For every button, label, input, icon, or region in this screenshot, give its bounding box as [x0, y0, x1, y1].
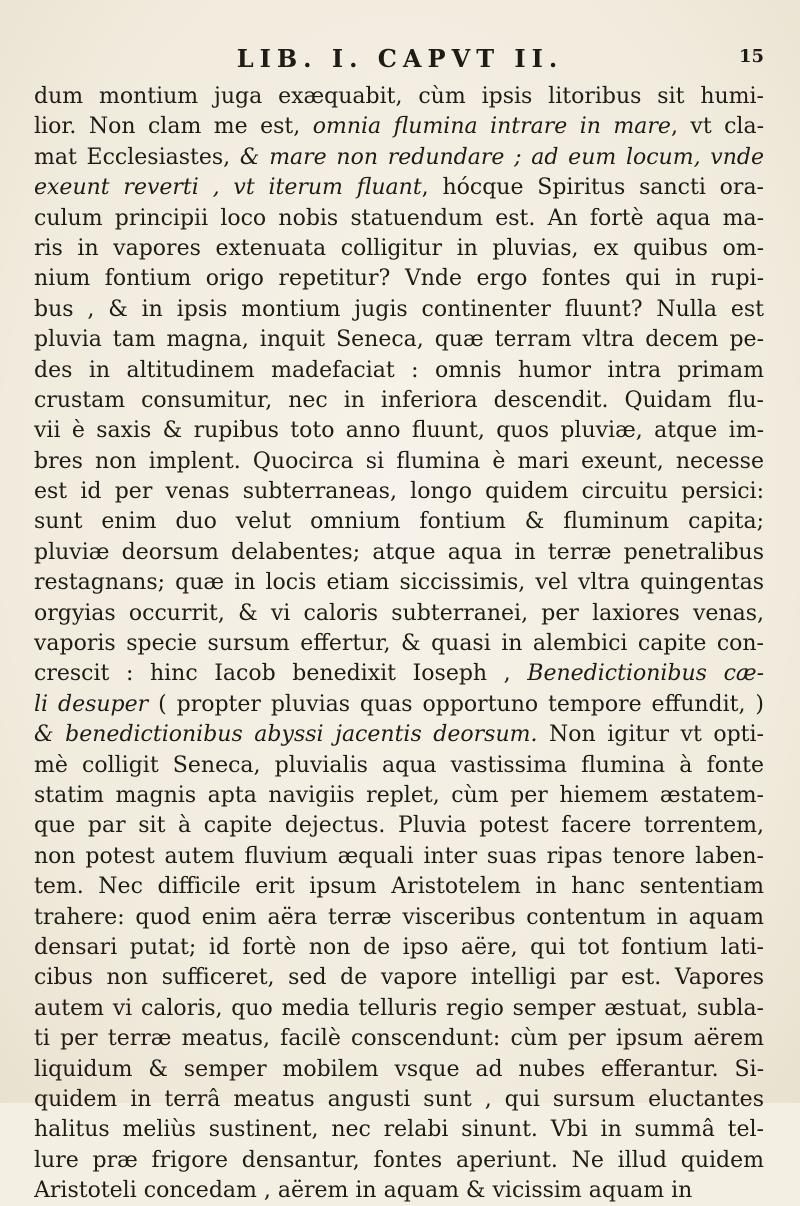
- text-line: [34, 811, 764, 841]
- text-line: [34, 659, 764, 689]
- text-line: [34, 568, 764, 598]
- text-line: [34, 507, 764, 537]
- text-line: [34, 933, 764, 963]
- text-run: crescit : hinc Iacob benedixit Ioseph ,: [34, 661, 528, 687]
- italic-text: Benedictionibus cæ-: [527, 661, 764, 687]
- text-run: dum montium juga exæquabit, cùm ipsis litoribus sit humi-: [34, 84, 764, 109]
- text-line: [34, 963, 764, 993]
- italic-text: omnia flumina intrare in mare: [312, 114, 671, 140]
- text-line: [34, 325, 764, 355]
- text-run: tem. Nec difficile erit ipsum Aristotelem in hanc sententiam: [34, 874, 764, 900]
- text-line: [34, 1115, 764, 1145]
- text-line: [34, 751, 764, 781]
- text-run: pluviæ deorsum delabentes; atque aqua in terræ penetralibus: [34, 539, 764, 565]
- text-line: [34, 416, 764, 446]
- text-run: lure præ frigore densantur, fontes aperiunt. Ne illud quidem: [34, 1147, 764, 1173]
- text-line: [34, 112, 764, 142]
- text-run: nium fontium origo repetitur? Vnde ergo fontes qui in rupi-: [34, 266, 764, 292]
- text-run: autem vi caloris, quo media telluris regio semper æstuat, subla-: [34, 995, 764, 1021]
- text-line: [34, 1176, 764, 1206]
- text-run: vaporis specie sursum effertur, & quasi in alembici capite con-: [34, 631, 764, 657]
- italic-text: li desuper: [34, 691, 149, 717]
- text-run: lior. Non clam me est,: [34, 114, 313, 140]
- text-line: [34, 447, 764, 477]
- text-line: [34, 599, 764, 629]
- text-run: ( propter pluvias quas opportuno tempore effundit, ): [148, 691, 764, 717]
- text-line: [34, 295, 764, 325]
- text-run: densari putat; id fortè non de ipso aëre, qui tot fontium lati-: [34, 934, 764, 960]
- text-line: [34, 1085, 764, 1115]
- page-number: 15: [738, 46, 764, 67]
- text-line: [34, 204, 764, 234]
- text-line: [34, 994, 764, 1024]
- text-line: [34, 386, 764, 416]
- text-line: [34, 356, 764, 386]
- text-line: [34, 1146, 764, 1176]
- text-run: ris in vapores extenuata colligitur in pluvias, ex quibus om-: [34, 235, 764, 261]
- text-run: quidem in terrâ meatus angusti sunt , qui sursum eluctantes: [34, 1086, 764, 1112]
- text-run: orgyias occurrit, & vi caloris subterranei, per laxiores venas,: [34, 600, 764, 626]
- italic-text: & mare non redundare ; ad eum locum, vnde: [239, 144, 764, 170]
- text-run: , hócque Spiritus sancti ora-: [421, 175, 764, 201]
- italic-text: & benedictionibus abyssi jacentis deorsum.: [34, 722, 538, 748]
- text-run: liquidum & semper mobilem vsque ad nubes efferantur. Si-: [34, 1056, 764, 1082]
- text-line: [34, 143, 764, 173]
- text-run: des in altitudinem madefaciat : omnis humor intra primam: [34, 357, 764, 383]
- text-run: halitus meliùs sustinent, nec relabi sinunt. Vbi in summâ tel-: [34, 1117, 764, 1143]
- text-run: bres non implent. Quocirca si flumina è mari exeunt, necesse: [34, 448, 764, 474]
- text-line: [34, 264, 764, 294]
- text-run: mat Ecclesiastes,: [34, 144, 240, 170]
- text-line: [34, 690, 764, 720]
- text-run: Non igitur vt opti-: [537, 722, 764, 748]
- text-line: [34, 720, 764, 750]
- text-run: , vt cla-: [670, 114, 764, 140]
- text-run: non potest autem fluvium æquali inter suas ripas tenore laben-: [34, 843, 764, 869]
- text-run: pluvia tam magna, inquit Seneca, quæ terram vltra decem pe-: [34, 327, 764, 353]
- text-run: sunt enim duo velut omnium fontium & fluminum capita;: [34, 509, 764, 535]
- text-run: bus , & in ipsis montium jugis continenter fluunt? Nulla est: [34, 296, 764, 322]
- running-head: LIB. I. CAPVT II.: [236, 44, 564, 73]
- text-line: [34, 173, 764, 203]
- text-run: vii è saxis & rupibus toto anno fluunt, quos pluviæ, atque im-: [34, 418, 764, 444]
- text-line: [34, 629, 764, 659]
- text-line: [34, 903, 764, 933]
- text-line: [34, 234, 764, 264]
- text-run: cibus non sufficeret, sed de vapore intelligi par est. Vapores: [34, 965, 764, 991]
- page-header: [0, 44, 800, 84]
- text-run: Aristoteli concedam , aërem in aquam & vicissim aquam in: [34, 1178, 693, 1204]
- text-run: crustam consumitur, nec in inferiora descendit. Quidam flu-: [34, 387, 764, 413]
- text-run: est id per venas subterraneas, longo quidem circuitu persici:: [34, 479, 764, 505]
- text-run: ti per terræ meatus, facilè conscendunt: cùm per ipsum aërem: [34, 1026, 764, 1052]
- text-line: [34, 1024, 764, 1054]
- text-line: [34, 842, 764, 872]
- text-line: [34, 477, 764, 507]
- text-run: statim magnis apta navigiis replet, cùm per hiemem æstatem-: [34, 782, 764, 808]
- text-line: [34, 781, 764, 811]
- text-run: mè colligit Seneca, pluvialis aqua vastissima flumina à fonte: [34, 752, 764, 778]
- text-run: restagnans; quæ in locis etiam siccissimis, vel vltra quingentas: [34, 570, 764, 596]
- text-line: [34, 872, 764, 902]
- text-line: [34, 1055, 764, 1085]
- italic-text: exeunt reverti , vt iterum fluant: [34, 175, 422, 201]
- text-run: culum principii loco nobis statuendum est. An fortè aqua ma-: [34, 205, 764, 231]
- text-line: [34, 538, 764, 568]
- text-run: trahere: quod enim aëra terræ visceribus contentum in aquam: [34, 904, 764, 930]
- text-run: que par sit à capite dejectus. Pluvia potest facere torrentem,: [34, 813, 764, 839]
- body-text: [34, 82, 764, 1206]
- text-line: [34, 82, 764, 112]
